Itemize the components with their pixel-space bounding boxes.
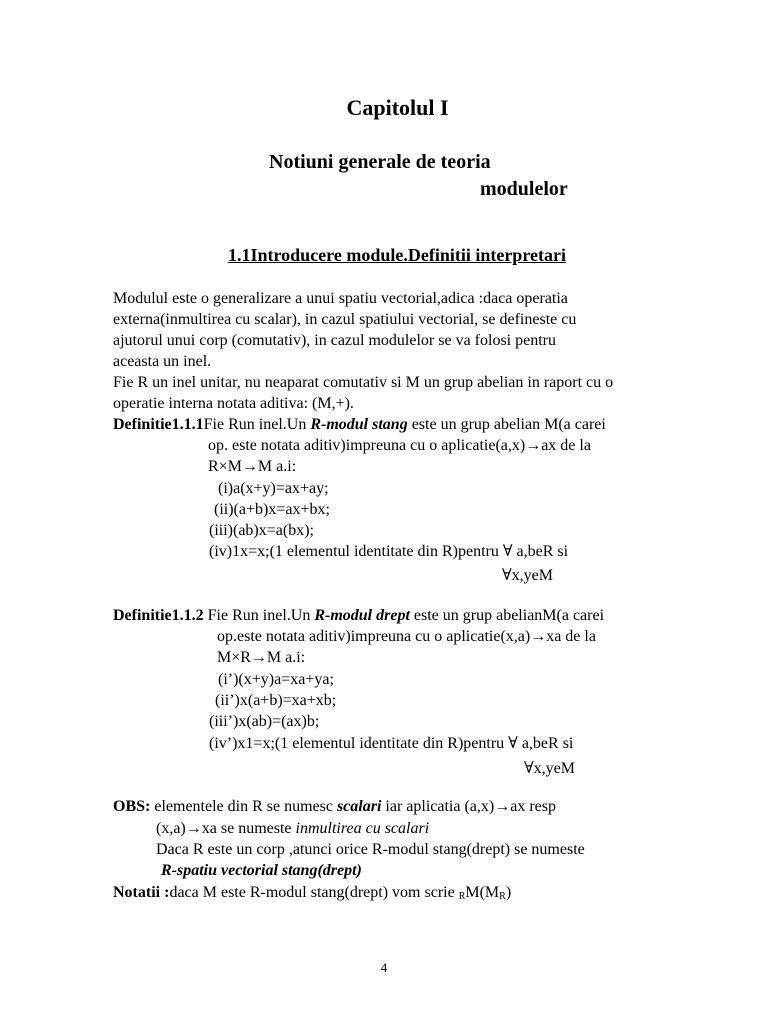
intro-line: Modulul este o generalizare a unui spatiu vectorial,adica :daca operatia [113, 290, 568, 307]
axiom-iii-prime: (iii’)x(ab)=(ax)b; [209, 713, 320, 730]
axiom-ii-prime: (ii’)x(a+b)=xa+xb; [215, 692, 337, 709]
definition-2-quantifier: ∀x,yeM [524, 760, 575, 777]
definition-1-quantifier: ∀x,yeM [502, 567, 553, 584]
obs-label: OBS: [113, 798, 151, 815]
axiom-i: (i)a(x+y)=ax+ay; [218, 480, 329, 497]
obs-vector-space-term: R-spatiu vectorial stang(drept) [161, 862, 362, 879]
notatii-line: Notatii :daca M este R-modul stang(drept) vom scrie $_RM(M_R)$ [113, 884, 512, 902]
definition-1-line: R×M→M a.i: [208, 458, 297, 475]
axiom-ii: (ii)(a+b)x=ax+bx; [214, 501, 330, 518]
obs-line: (x,a)→xa se numeste inmultirea cu scalari [156, 820, 430, 837]
intro-line: ajutorul unui corp (comutativ), in cazul modulelor se va folosi pentru [113, 332, 556, 349]
definition-2-label: Definitie1.1.2 [113, 607, 204, 624]
definition-2-term: R-modul drept [314, 607, 410, 624]
axiom-iv-prime: (iv’)x1=x;(1 elementul identitate din R)pentru ∀ a,beR si [209, 735, 574, 752]
obs-first-line: OBS: elementele din R se numesc scalari iar aplicatia (a,x)→ax resp [113, 798, 556, 815]
intro-line: operatie interna notata aditiva: (M,+). [113, 395, 354, 412]
chapter-title-line1: Notiuni generale de teoria [269, 151, 491, 173]
chapter-title-line2: modulelor [480, 178, 568, 200]
section-title: 1.1Introducere module.Definitii interpretari [228, 245, 566, 265]
intro-line: Fie R un inel unitar, nu neaparat comutativ si M un grup abelian in raport cu o [113, 374, 614, 391]
intro-line: externa(inmultirea cu scalar), in cazul spatiului vectorial, se defineste cu [113, 311, 577, 328]
chapter-heading: Capitolul I [346, 95, 449, 120]
obs-line: Daca R este un corp ,atunci orice R-modul stang(drept) se numeste [156, 841, 585, 858]
axiom-i-prime: (i’)(x+y)a=xa+ya; [218, 671, 334, 688]
obs-scalari: scalari [336, 798, 382, 815]
definition-2-line: op.este notata aditiv)impreuna cu o aplicatie(x,a)→xa de la [217, 628, 596, 645]
definition-2-line: M×R→M a.i: [217, 649, 306, 666]
axiom-iii: (iii)(ab)x=a(bx); [209, 522, 314, 539]
definition-1-line: op. este notata aditiv)impreuna cu o aplicatie(a,x)→ax de la [208, 437, 591, 454]
intro-line: aceasta un inel. [113, 353, 212, 370]
page-number: 4 [380, 960, 388, 975]
definition-1-first-line: Definitie1.1.1Fie Run inel.Un R-modul stang este un grup abelian M(a carei [113, 416, 606, 433]
axiom-iv: (iv)1x=x;(1 elementul identitate din R)pentru ∀ a,beR si [209, 543, 569, 560]
definition-1-term: R-modul stang [310, 416, 408, 433]
definition-2-first-line: Definitie1.1.2 Fie Run inel.Un R-modul drept este un grup abelianM(a carei [113, 607, 605, 624]
definition-1-label: Definitie1.1.1 [113, 416, 204, 433]
obs-inmultirea: inmultirea cu scalari [295, 820, 430, 837]
notatii-label: Notatii : [113, 884, 170, 901]
